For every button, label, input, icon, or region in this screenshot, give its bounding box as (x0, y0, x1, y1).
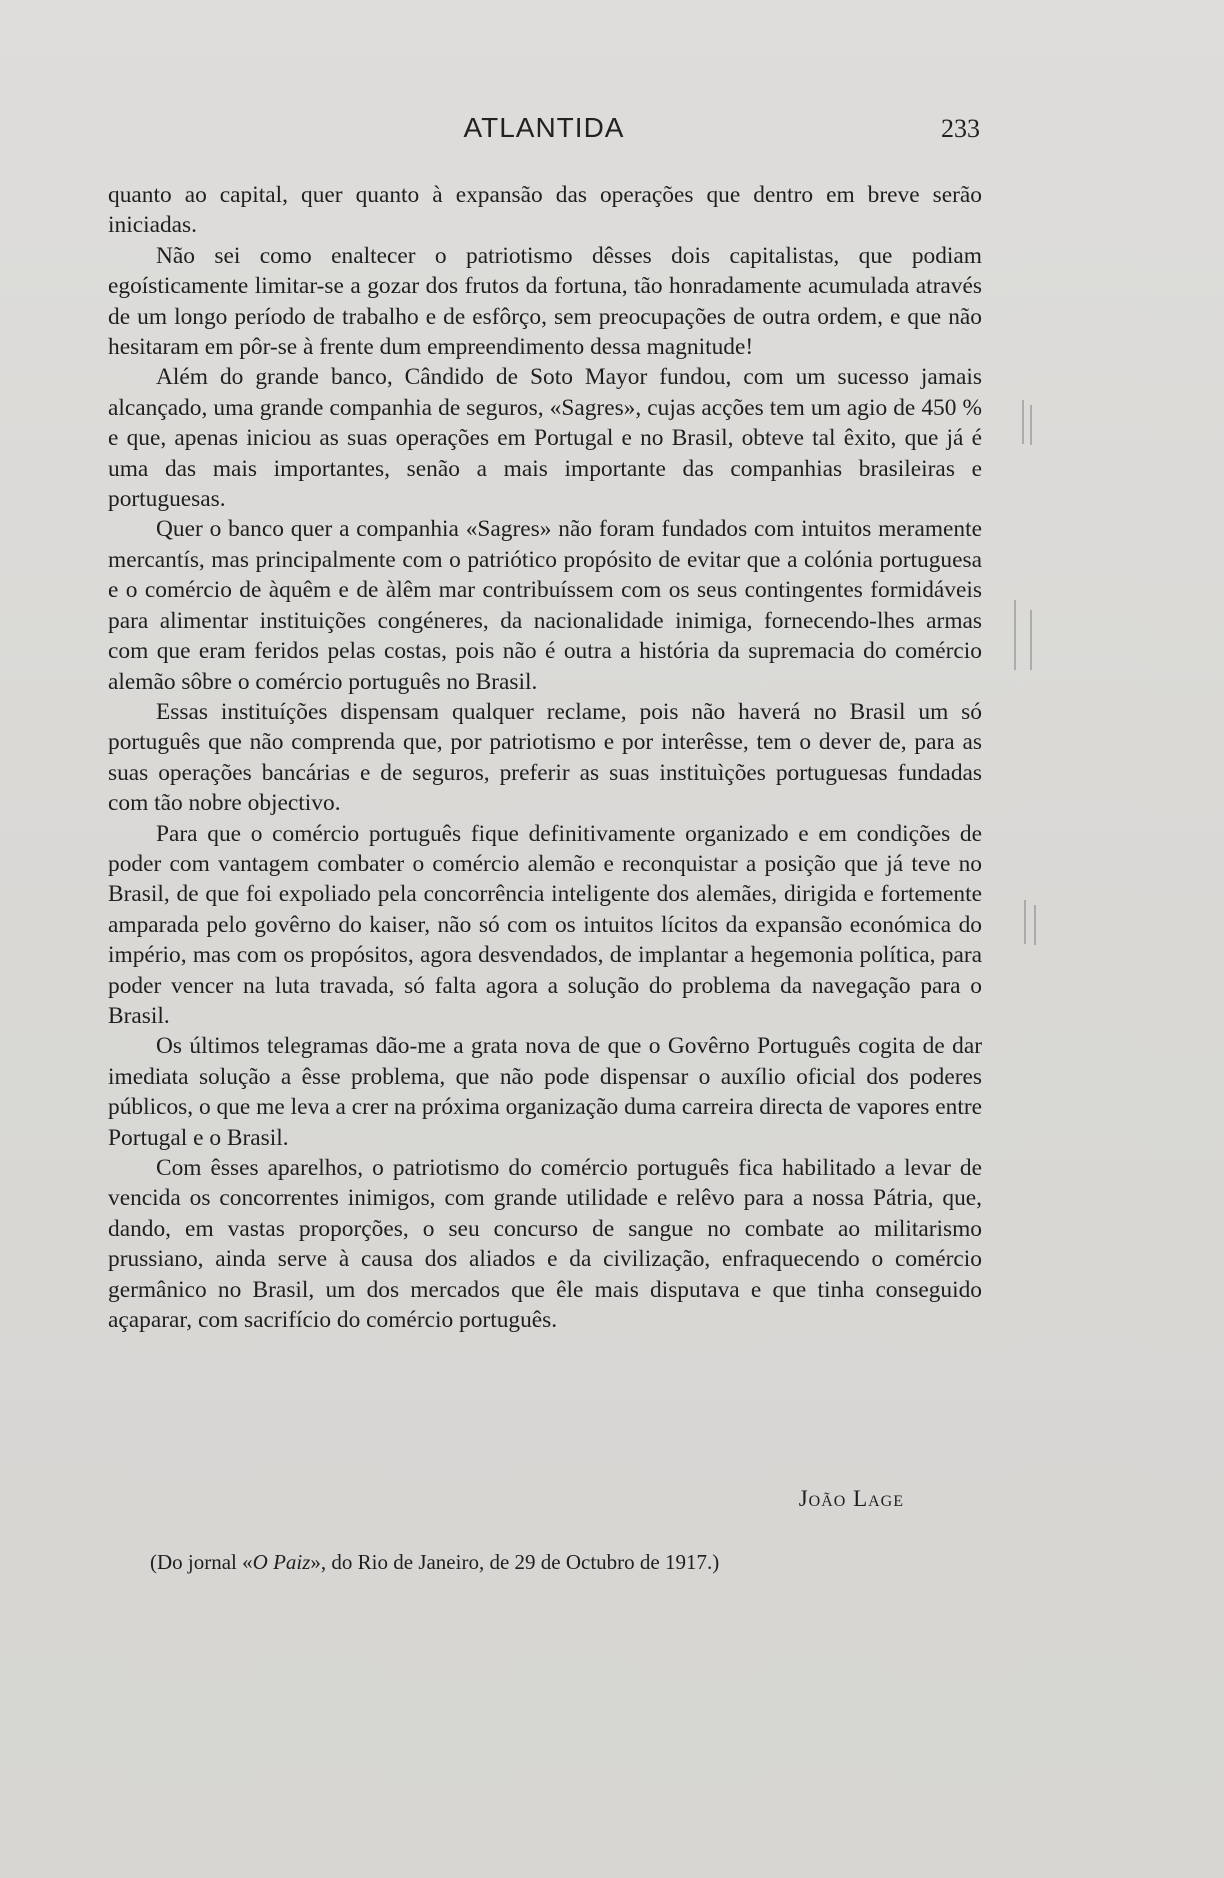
source-citation (150, 1550, 719, 1575)
page-number: 233 (941, 114, 980, 143)
margin-pencil-mark (1030, 610, 1032, 670)
paragraph: Essas instituíções dispensam qualquer reclame, pois não haverá no Brasil um só português que não comprenda que, por patriotismo e por interêsse, tem o dever de, para as suas operações bancárias e de seguros, preferir as suas instituìções portuguesas fundadas com tão nobre objectivo. (108, 698, 982, 817)
margin-pencil-mark (1022, 400, 1024, 444)
paragraph: Quer o banco quer a companhia «Sagres» não foram fundados com intuitos meramente mercantís, mas principalmente com o patriótico propósito de evitar que a colónia portuguesa e o comércio de àquêm e de àlêm mar contribuíssem com os seus contingentes formidáveis para alimentar instituições congéneres, da nacionalidade inimiga, fornecendo-lhes armas com que eram feridos pelas costas, pois não é outra a história da supremacia do comércio alemão sôbre o comércio português no Brasil. (108, 516, 982, 695)
margin-pencil-mark (1034, 905, 1036, 945)
source-prefix: (Do jornal « (150, 1550, 253, 1574)
margin-pencil-mark (1014, 600, 1016, 670)
source-newspaper: O Paiz (252, 1550, 311, 1574)
paragraph: Além do grande banco, Cândido de Soto Mayor fundou, com um sucesso jamais alcançado, uma grande companhia de seguros, «Sagres», cujas acções tem um agio de 450 % e que, apenas iniciou as suas operações em Portugal e no Brasil, obteve tal êxito, que já é uma das mais importantes, senão a mais importante das companhias brasileiras e portuguesas. (108, 364, 982, 513)
running-title: ATLANTIDA (463, 112, 625, 143)
margin-pencil-mark (1030, 405, 1032, 445)
margin-pencil-mark (1024, 900, 1026, 944)
author-signature: João Lage (798, 1486, 904, 1511)
paragraph: quanto ao capital, quer quanto à expansão das operações que dentro em breve serão iniciadas. (108, 182, 982, 239)
paragraph: Para que o comércio português fique definitivamente organizado e em condições de poder com vantagem combater o comércio alemão e reconquistar a posição que já teve no Brasil, de que foi expoliado pela concorrência inteligente dos alemães, dirigida e fortemente amparada pelo govêrno do kaiser, não só com os intuitos lícitos da expansão económica do império, mas com os propósitos, agora desvendados, de implantar a hegemonia política, para poder vencer na luta travada, só falta agora a solução do problema da navegação para o Brasil. (108, 820, 982, 1029)
paragraph: Com êsses aparelhos, o patriotismo do comércio português fica habilitado a levar de vencida os concorrentes inimigos, com grande utilidade e relêvo para a nossa Pátria, que, dando, em vastas proporções, o seu concurso de sangue no combate ao militarismo prussiano, ainda serve à causa dos aliados e da civilização, enfraquecendo o comércio germânico no Brasil, um dos mercados que êle mais disputava e que tinha conseguido açaparar, com sacrifício do comércio português. (108, 1155, 982, 1334)
paragraph: Os últimos telegramas dão-me a grata nova de que o Govêrno Português cogita de dar imediata solução a êsse problema, que não pode dispensar o auxílio oficial dos poderes públicos, o que me leva a crer na próxima organização duma carreira directa de vapores entre Portugal e o Brasil. (108, 1033, 982, 1151)
article-body (108, 180, 982, 1335)
source-suffix: », do Rio de Janeiro, de 29 de Octubro de 1917.) (310, 1550, 720, 1574)
paragraph: Não sei como enaltecer o patriotismo dêsses dois capitalistas, que podiam egoísticamente limitar-se a gozar dos frutos da fortuna, tão honradamente acumulada através de um longo período de trabalho e de esfôrço, sem preocupações de outra ordem, e que não hesitaram em pôr-se à frente dum empreendimento dessa magnitude! (108, 242, 982, 361)
page-header (108, 112, 980, 152)
